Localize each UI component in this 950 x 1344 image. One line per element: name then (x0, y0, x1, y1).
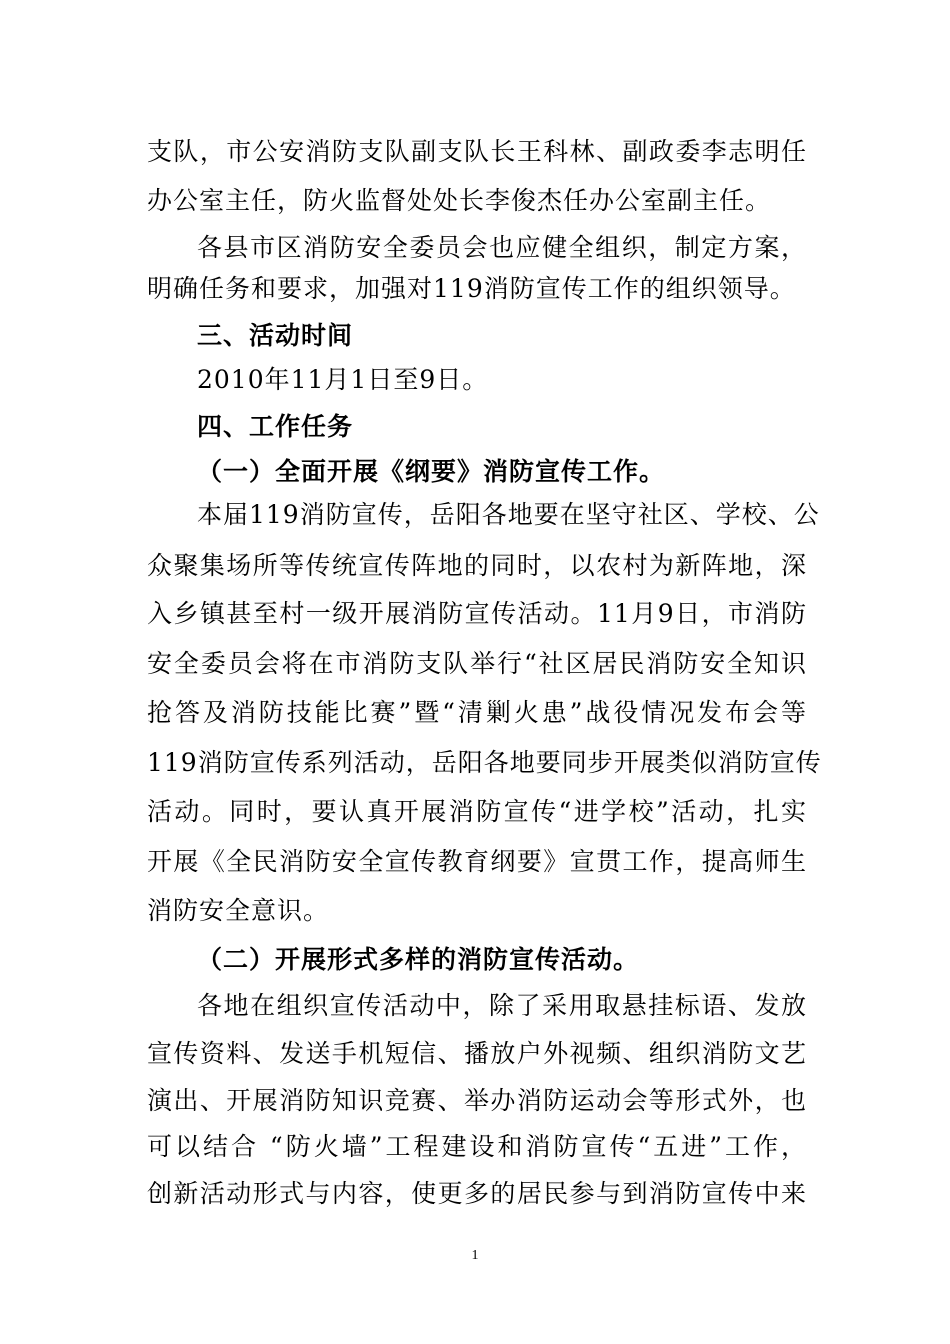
body-text-line: 各县市区消防安全委员会也应健全组织，制定方案， (197, 233, 807, 262)
section-heading: 三、活动时间 (197, 321, 354, 350)
body-text-line: 演出、开展消防知识竞赛、举办消防运动会等形式外，也 (147, 1086, 807, 1115)
section-heading: 四、工作任务 (197, 412, 354, 441)
body-text-line: 办公室主任，防火监督处处长李俊杰任办公室副主任。 (147, 186, 772, 215)
body-text-line: 2010年11月1日至9日。 (197, 365, 489, 394)
body-text-line: 创新活动形式与内容，使更多的居民参与到消防宣传中来 (147, 1179, 807, 1208)
body-text-line: 活动。同时，要认真开展消防宣传“进学校”活动，扎实 (147, 797, 807, 826)
body-text-line: 开展《全民消防安全宣传教育纲要》宣贯工作，提高师生 (147, 847, 807, 876)
body-text-line: 众聚集场所等传统宣传阵地的同时，以农村为新阵地，深 (147, 551, 807, 580)
body-text-line: 明确任务和要求，加强对119消防宣传工作的组织领导。 (147, 274, 796, 303)
body-text-line: 抢答及消防技能比赛”暨“清剿火患”战役情况发布会等 (147, 698, 807, 727)
subsection-heading: （二）开展形式多样的消防宣传活动。 (197, 945, 640, 974)
page-number: 1 (471, 1248, 479, 1263)
body-text-line: 支队，市公安消防支队副支队长王科林、副政委李志明任 (147, 137, 807, 166)
body-text-line: 入乡镇甚至村一级开展消防宣传活动。11月9日，市消防 (147, 599, 807, 628)
subsection-heading: （一）全面开展《纲要》消防宣传工作。 (197, 457, 666, 486)
body-text-line: 宣传资料、发送手机短信、播放户外视频、组织消防文艺 (147, 1039, 807, 1068)
body-text-line: 安全委员会将在市消防支队举行“社区居民消防安全知识 (147, 649, 807, 678)
body-text-line: 各地在组织宣传活动中，除了采用取悬挂标语、发放 (197, 991, 807, 1020)
body-text-line: 119消防宣传系列活动，岳阳各地要同步开展类似消防宣传 (147, 748, 822, 777)
body-text-line: 本届119消防宣传，岳阳各地要在坚守社区、学校、公 (197, 500, 820, 529)
body-text-line: 可以结合 “防火墙”工程建设和消防宣传“五进”工作， (147, 1132, 807, 1161)
body-text-line: 消防安全意识。 (147, 896, 330, 925)
